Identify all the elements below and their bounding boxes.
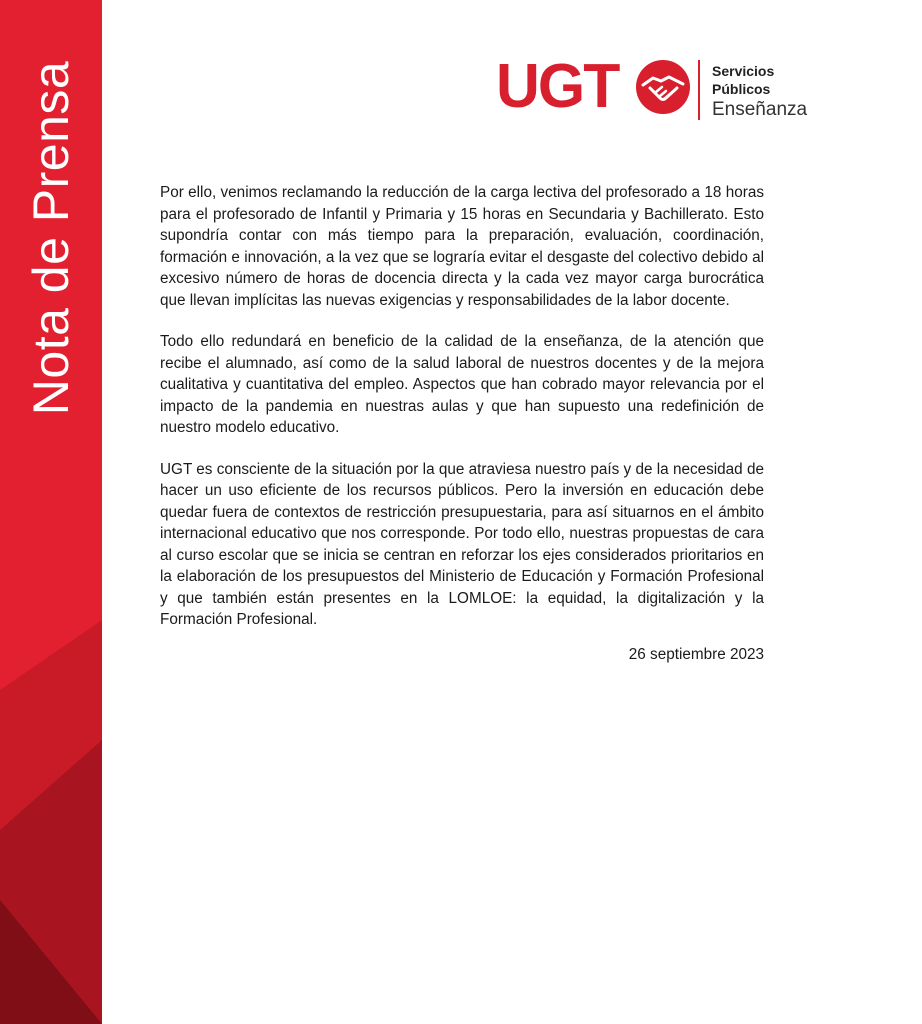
paragraph-2: Todo ello redundará en beneficio de la calidad de la enseñanza, de la atención que recibe el alumnado, así como de la salud laboral de nuestros docentes y de la mejora cualitativa y cuantitativa del empleo. Aspectos que han cobrado mayor relevancia por el impacto de la pandemia en nuestras aulas y que han supuesto una redefinición de nuestro modelo educativo. — [160, 333, 764, 436]
logo-wordmark: UGT — [496, 52, 619, 121]
logo-line-ensenanza: Enseñanza — [712, 99, 808, 120]
logo-line-publicos: Públicos — [712, 81, 771, 97]
sidebar-title: Nota de Prensa — [23, 60, 79, 416]
ugt-logo — [496, 52, 826, 124]
handshake-icon — [634, 58, 692, 116]
logo-divider — [698, 60, 700, 120]
paragraph-1: Por ello, venimos reclamando la reducción de la carga lectiva del profesorado a 18 horas para el profesorado de Infantil y Primaria y 15 horas en Secundaria y Bachillerato. Esto supondría contar con más tiempo para la preparación, evaluación, coordinación, formación e innovación, a la vez que se lograría evitar el desgaste del colectivo debido al excesivo número de horas de docencia directa y la cada vez mayor carga burocrática que llevan implícitas las nuevas exigencias y responsabilidades de la labor docente. — [160, 184, 764, 309]
press-note-sidebar — [0, 0, 102, 1024]
paragraph-3: UGT es consciente de la situación por la que atraviesa nuestro país y de la necesidad de hacer un uso eficiente de los recursos públicos. Pero la inversión en educación debe quedar fuera de contextos de restricción presupuestaria, para así situarnos en el ámbito internacional educativo que nos corresponde. Por todo ello, nuestras propuestas de cara al curso escolar que se inicia se centran en reforzar los ejes considerados prioritarios en la elaboración de los presupuestos del Ministerio de Educación y Formación Profesional y que también están presentes en la LOMLOE: la equidad, la digitalización y la Formación Profesional. — [160, 460, 764, 628]
logo-line-servicios: Servicios — [712, 63, 775, 79]
release-date: 26 septiembre 2023 — [628, 646, 764, 663]
press-release-body — [160, 182, 764, 651]
